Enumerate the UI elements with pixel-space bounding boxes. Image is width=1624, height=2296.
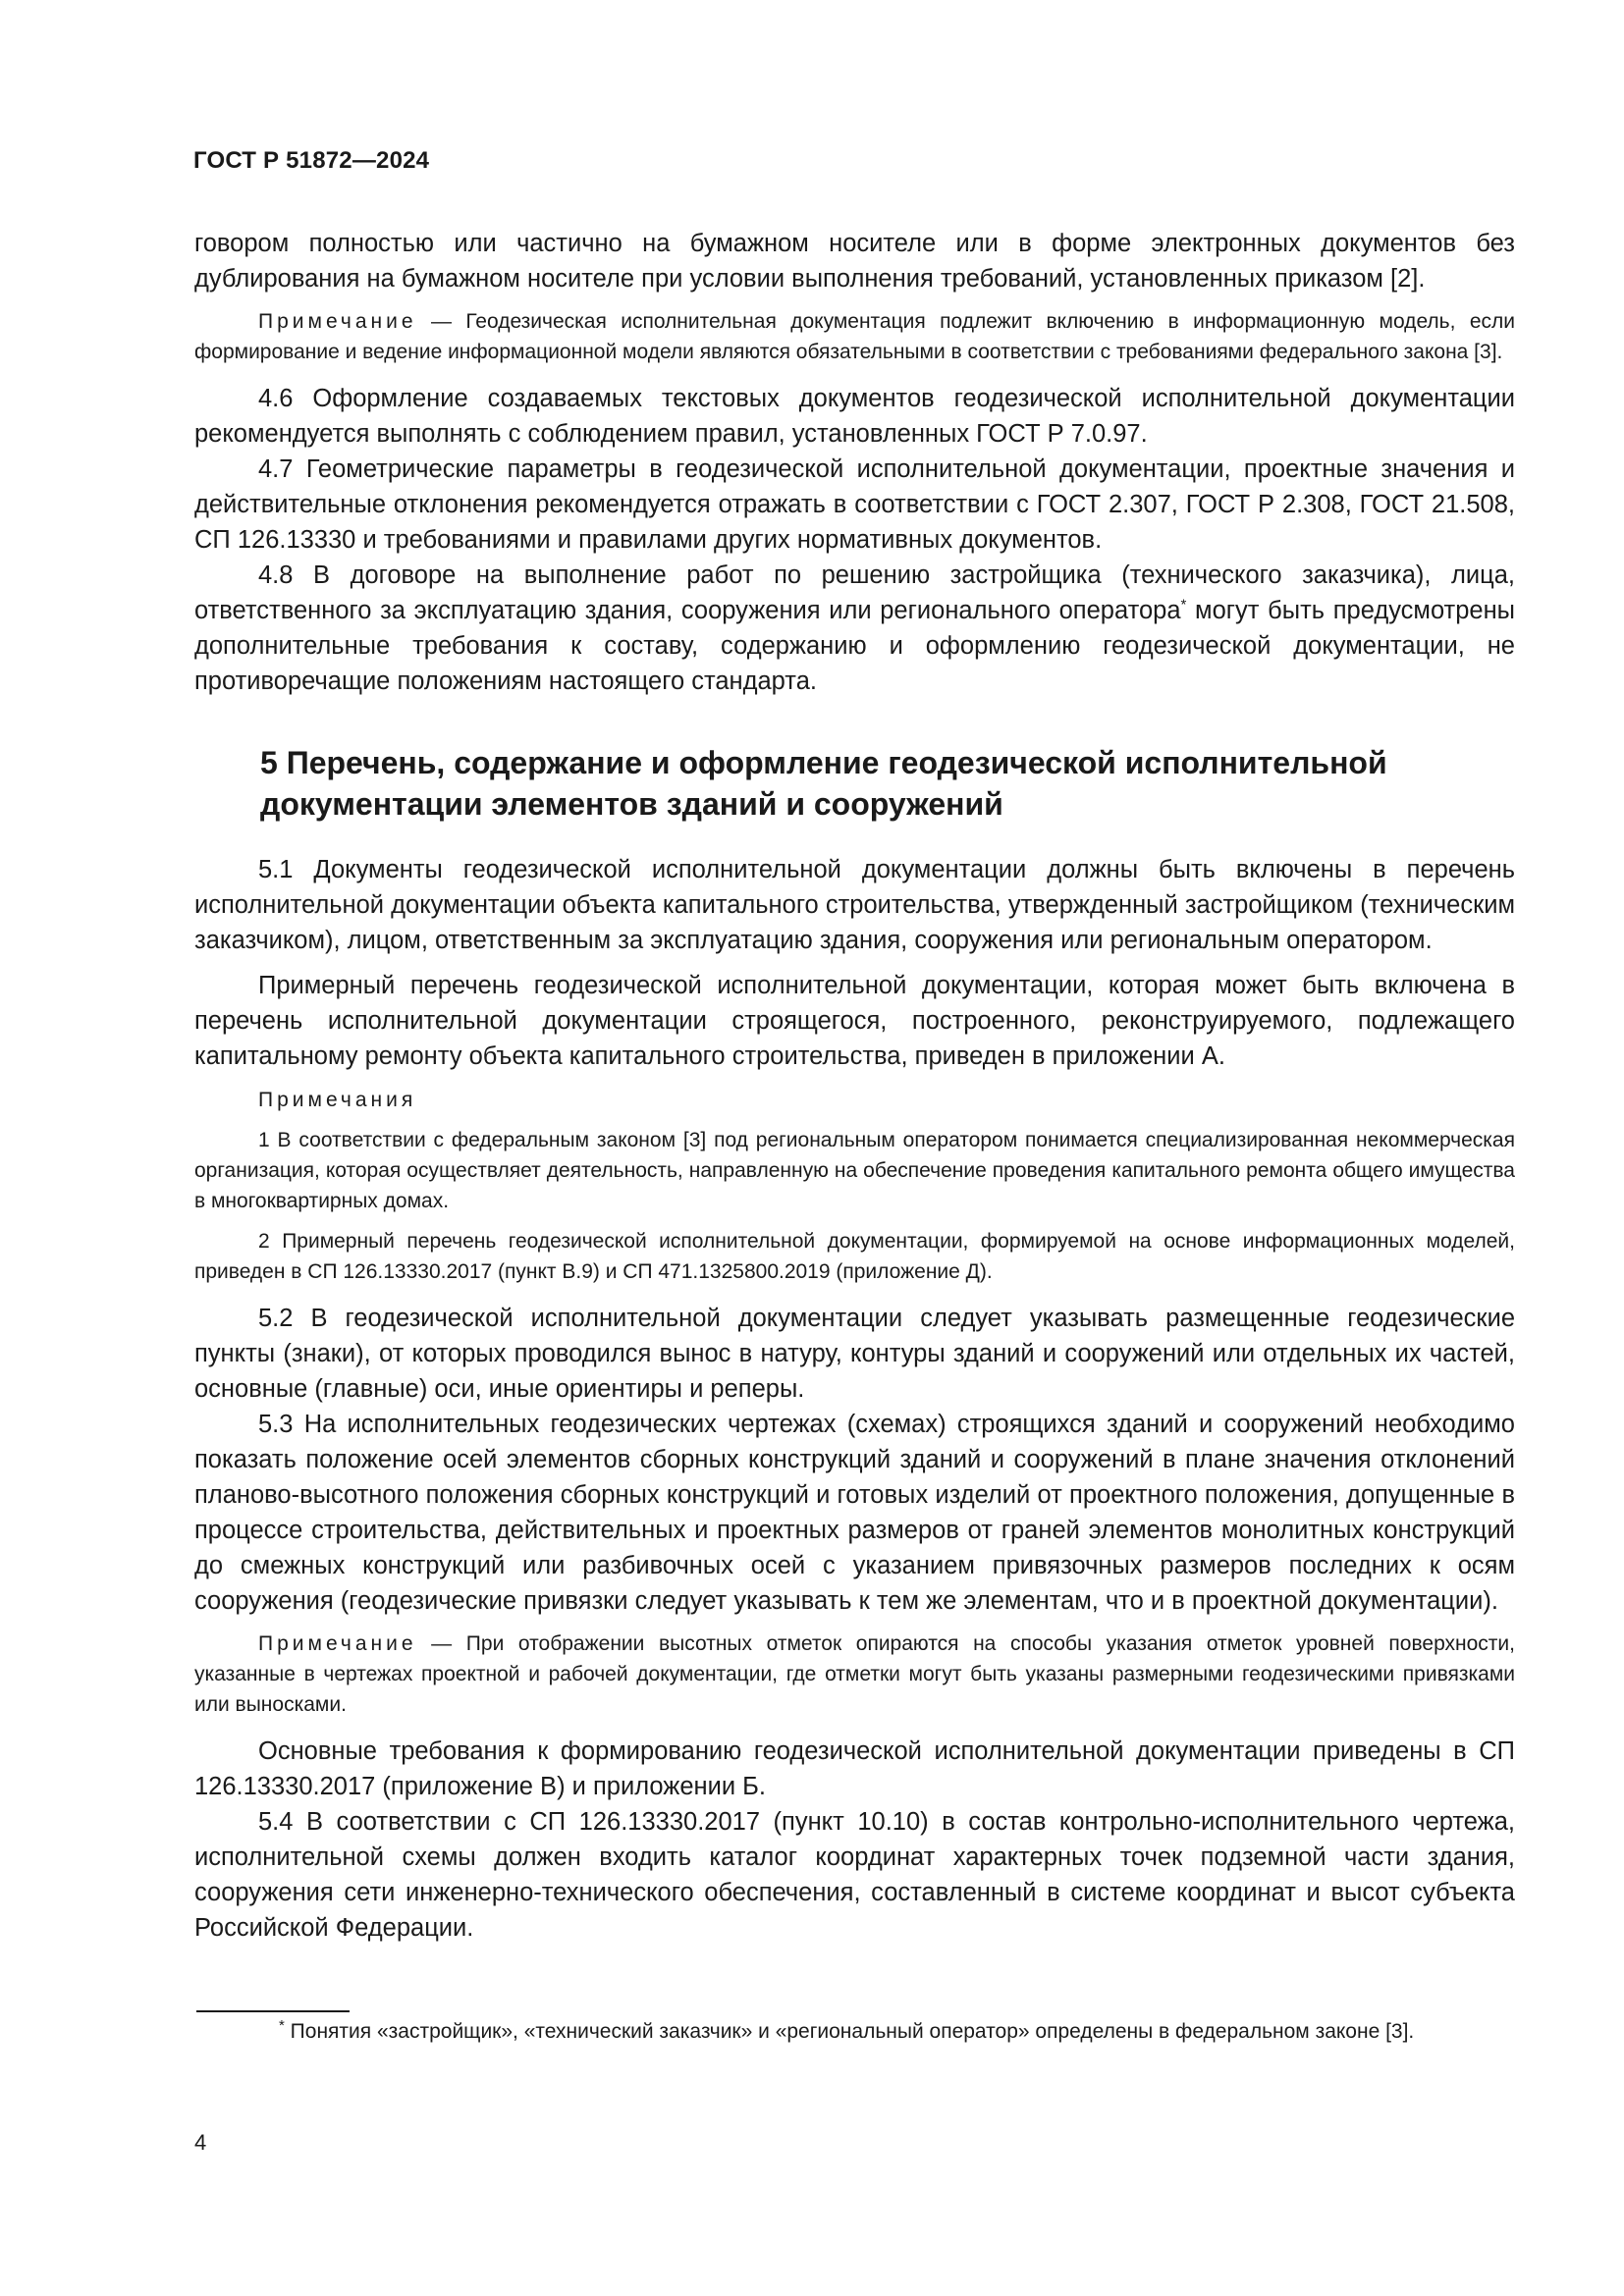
- paragraph-basic-requirements: Основные требования к формированию геодезической исполнительной документации приведены в СП 126.13330.2017 (приложение В) и приложении Б.: [194, 1737, 1515, 1800]
- paragraph-4-8: [194, 558, 1515, 699]
- page-content: [194, 226, 1515, 1946]
- document-code-header: ГОСТ Р 51872—2024: [193, 147, 430, 174]
- note-label-2: Примечание: [258, 1632, 417, 1655]
- note-item-2: 2 Примерный перечень геодезической исполнительной документации, формируемой на основе информационных моделей, приведен в СП 126.13330.2017 (пункт В.9) и СП 471.1325800.2019 (приложение Д).: [194, 1230, 1515, 1283]
- footnote-mark: *: [279, 2017, 285, 2034]
- paragraph-5-3: 5.3 На исполнительных геодезических чертежах (схемах) строящихся зданий и сооружений необходимо показать положение осей элементов сборных конструкций зданий и сооружений в плане значения отклонений планово-высотного положения сборных конструкций и готовых изделий от проектного положения, допущенные в процессе строительства, действительных и проектных размеров от граней элементов монолитных конструкций до смежных конструкций или разбивочных осей с указанием привязочных размеров последних к осям сооружения (геодезические привязки следует указывать к тем же элементам, что и в проектной документации).: [194, 1411, 1515, 1615]
- paragraph-4-8-part2: могут быть предусмотрены дополнительные требования к составу, содержанию и оформлению геодезической документации, не противоречащие положениям настоящего стандарта.: [194, 597, 1516, 695]
- footnote: [194, 2017, 1515, 2047]
- footnote-divider: [196, 2010, 350, 2012]
- page-number: 4: [194, 2130, 207, 2155]
- paragraph-4-8-part1: 4.8 В договоре на выполнение работ по решению застройщика (технического заказчика), лица, ответственного за эксплуатацию здания, сооружения или регионального оператора: [194, 561, 1515, 624]
- note-paragraph: [194, 306, 1515, 367]
- footnote-text: Понятия «застройщик», «технический заказчик» и «региональный оператор» определены в федеральном законе [3].: [284, 2020, 1415, 2043]
- note-item-1: 1 В соответствии с федеральным законом [3] под региональным оператором понимается специализированная некоммерческая организация, которая осуществляет деятельность, направленную на обеспечение проведения капитального ремонта общего имущества в многоквартирных домах.: [194, 1129, 1515, 1212]
- paragraph-5-4: 5.4 В соответствии с СП 126.13330.2017 (пункт 10.10) в состав контрольно-исполнительного чертежа, исполнительной схемы должен входить каталог координат характерных точек подземной части здания, сооружения сети инженерно-технического обеспечения, составленный в системе координат и высот субъекта Российской Федерации.: [194, 1808, 1515, 1942]
- paragraph-4-6: 4.6 Оформление создаваемых текстовых документов геодезической исполнительной документации рекомендуется выполнять с соблюдением правил, установленных ГОСТ Р 7.0.97.: [194, 385, 1515, 448]
- section-5-heading: 5 Перечень, содержание и оформление геодезической исполнительной документации элементов зданий и сооружений: [260, 745, 1387, 822]
- paragraph-4-7: 4.7 Геометрические параметры в геодезической исполнительной документации, проектные значения и действительные отклонения рекомендуется отражать в соответствии с ГОСТ 2.307, ГОСТ Р 2.308, ГОСТ 21.508, СП 126.13330 и требованиями и правилами других нормативных документов.: [194, 455, 1515, 554]
- paragraph-5-2: 5.2 В геодезической исполнительной документации следует указывать размещенные геодезические пункты (знаки), от которых проводился вынос в натуру, контуры зданий и сооружений или отдельных их частей, основные (главные) оси, иные ориентиры и реперы.: [194, 1305, 1515, 1403]
- paragraph-continuation: говором полностью или частично на бумажном носителе или в форме электронных документов без дублирования на бумажном носителе при условии выполнения требований, установленных приказом [2].: [194, 230, 1515, 293]
- footnote-reference: *: [1180, 596, 1187, 614]
- note-text: — Геодезическая исполнительная документация подлежит включению в информационную модель, если формирование и ведение информационной модели являются обязательными в соответствии с требованиями федерального закона [3].: [194, 310, 1515, 363]
- note-text-2: — При отображении высотных отметок опираются на способы указания отметок уровней поверхности, указанные в чертежах проектной и рабочей документации, где отметки могут быть указаны размерными геодезическими привязками или выносками.: [194, 1632, 1515, 1716]
- paragraph-5-1: 5.1 Документы геодезической исполнительной документации должны быть включены в перечень исполнительной документации объекта капитального строительства, утвержденный застройщиком (техническим заказчиком), лицом, ответственным за эксплуатацию здания, сооружения или региональным оператором.: [194, 856, 1515, 954]
- note-paragraph-2: [194, 1629, 1515, 1720]
- note-label: Примечание: [258, 310, 417, 333]
- notes-heading: Примечания: [258, 1089, 417, 1111]
- paragraph-5-1-b: Примерный перечень геодезической исполнительной документации, которая может быть включена в перечень исполнительной документации строящегося, построенного, реконструируемого, подлежащего капитальному ремонту объекта капитального строительства, приведен в приложении А.: [194, 972, 1515, 1070]
